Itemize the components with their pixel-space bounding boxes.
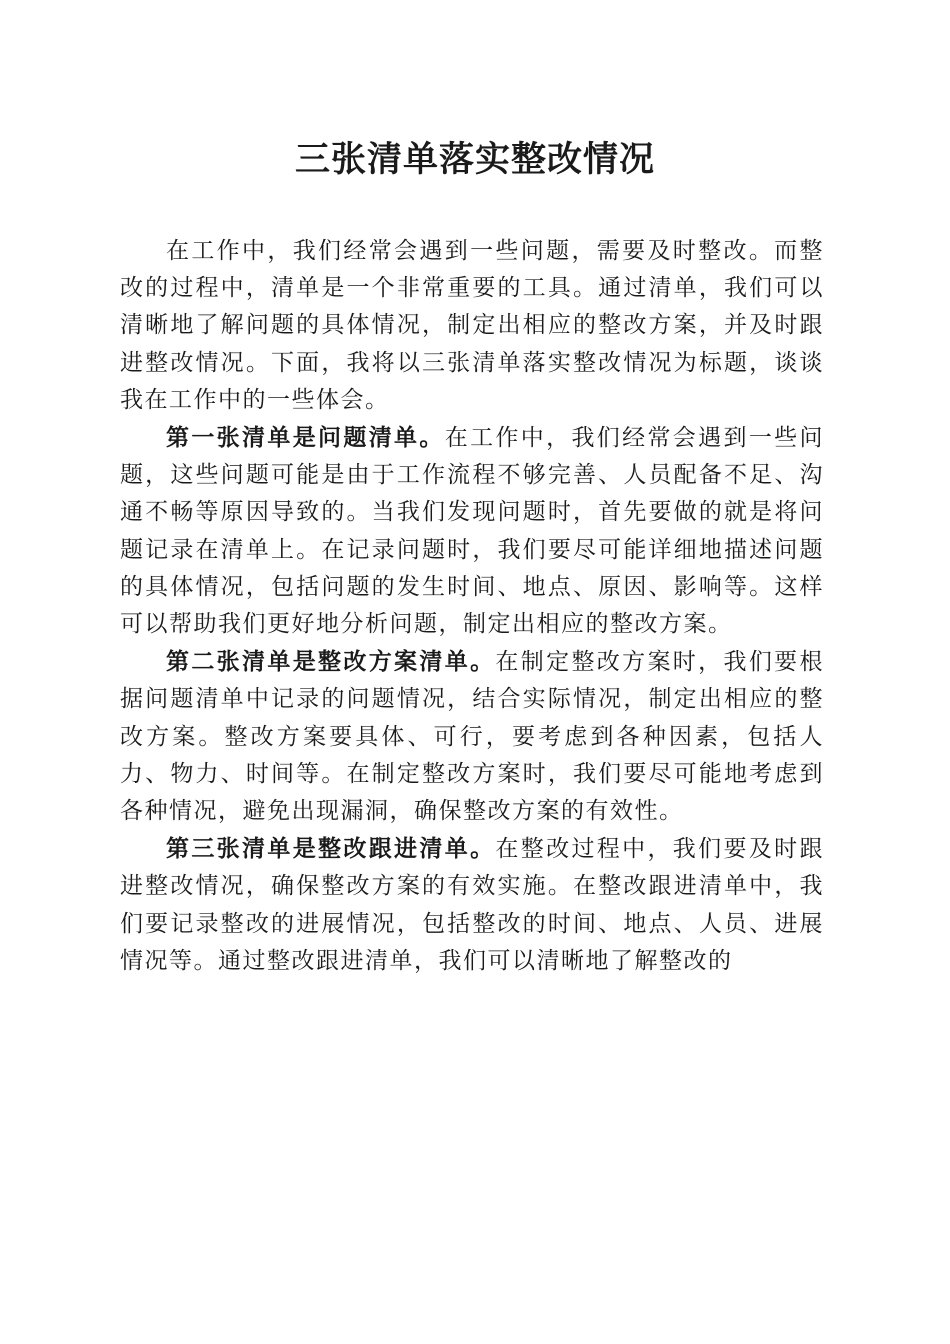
document-body bbox=[120, 233, 824, 980]
paragraph-plan-list bbox=[120, 643, 824, 830]
paragraph-text: 在整改过程中，我们要及时跟进整改情况，确保整改方案的有效实施。在整改跟进清单中，我们要记录整改的进展情况，包括整改的时间、地点、人员、进展情况等。通过整改跟进清单，我们可以清晰地了解整改的 bbox=[120, 836, 825, 974]
paragraph-lead: 第二张清单是整改方案清单。 bbox=[166, 648, 496, 676]
paragraph-text: 在工作中，我们经常会遇到一些问题，需要及时整改。而整改的过程中，清单是一个非常重要的工具。通过清单，我们可以清晰地了解问题的具体情况，制定出相应的整改方案，并及时跟进整改情况。下面，我将以三张清单落实整改情况为标题，谈谈我在工作中的一些体会。 bbox=[120, 238, 824, 413]
paragraph-lead: 第一张清单是问题清单。 bbox=[166, 424, 445, 452]
document-title: 三张清单落实整改情况 bbox=[294, 139, 655, 180]
paragraph-followup-list bbox=[120, 830, 824, 980]
paragraph-text: 在制定整改方案时，我们要根据问题清单中记录的问题情况，结合实际情况，制定出相应的整改方案。整改方案要具体、可行，要考虑到各种因素，包括人力、物力、时间等。在制定整改方案时，我们要尽可能地考虑到各种情况，避免出现漏洞，确保整改方案的有效性。 bbox=[120, 649, 825, 825]
paragraph-problem-list bbox=[120, 419, 824, 643]
paragraph-text: 在工作中，我们经常会遇到一些问题，这些问题可能是由于工作流程不够完善、人员配备不足、沟通不畅等原因导致的。当我们发现问题时，首先要做的就是将问题记录在清单上。在记录问题时，我们要尽可能详细地描述问题的具体情况，包括问题的发生时间、地点、原因、影响等。这样可以帮助我们更好地分析问题，制定出相应的整改方案。 bbox=[120, 425, 825, 638]
paragraph-intro bbox=[120, 233, 824, 419]
paragraph-lead: 第三张清单是整改跟进清单。 bbox=[166, 835, 496, 863]
